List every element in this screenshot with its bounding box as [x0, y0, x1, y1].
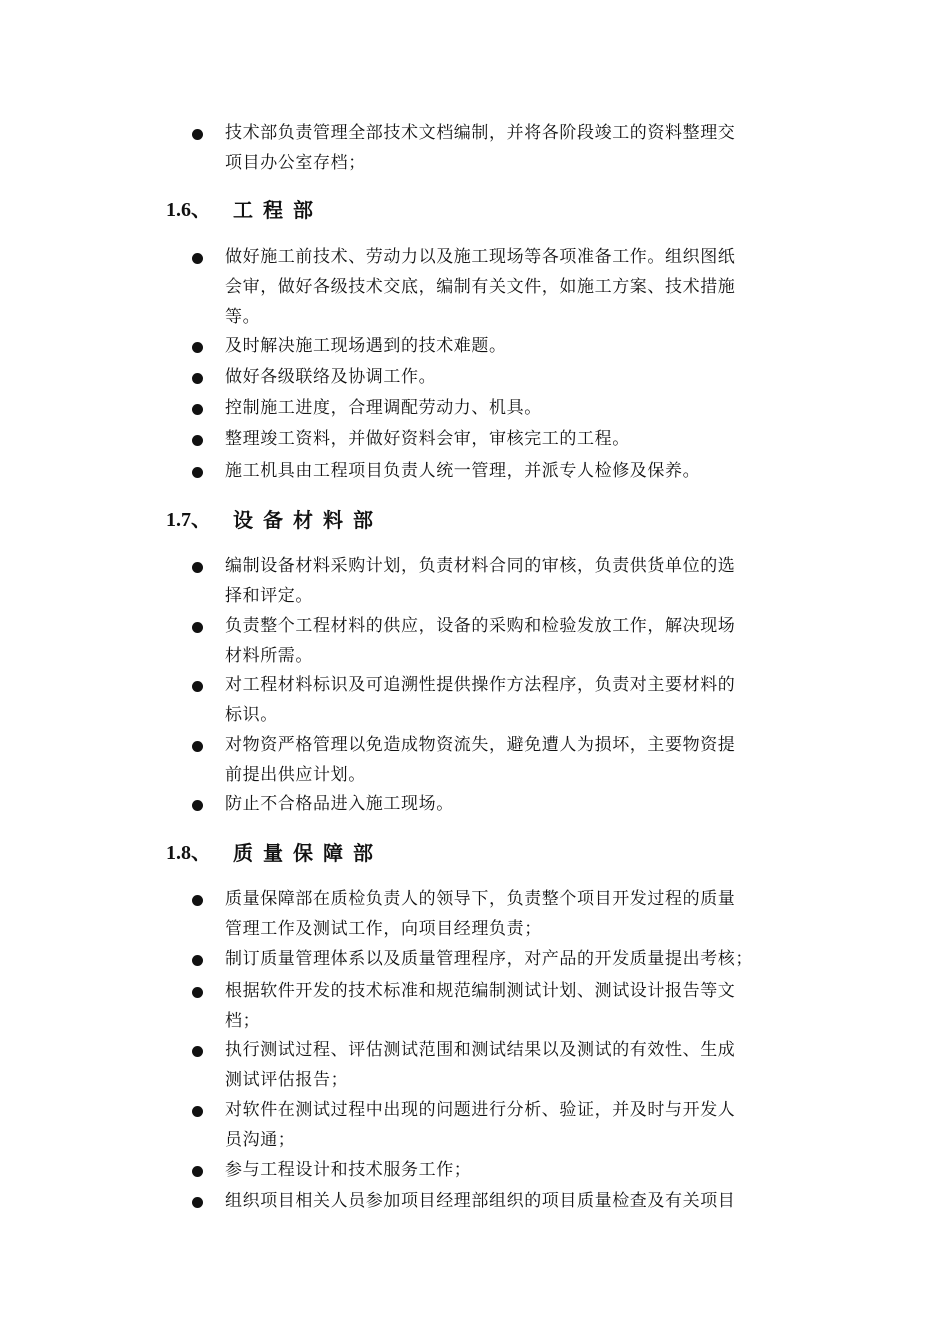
bullet-dot-icon: [192, 681, 203, 692]
list-item-line: 制订质量管理体系以及质量管理程序，对产品的开发质量提出考核；: [225, 949, 753, 969]
bullet-dot-icon: [192, 435, 203, 446]
list-item-line: 技术部负责管理全部技术文档编制，并将各阶段竣工的资料整理交: [225, 123, 736, 143]
bullet-dot-icon: [192, 253, 203, 264]
list-item-line: 档；: [225, 1011, 261, 1031]
list-item-line: 对工程材料标识及可追溯性提供操作方法程序，负责对主要材料的: [225, 675, 736, 695]
list-item-line: 择和评定。: [225, 586, 313, 606]
bullet-dot-icon: [192, 467, 203, 478]
bullet-dot-icon: [192, 800, 203, 811]
list-item-line: 做好施工前技术、劳动力以及施工现场等各项准备工作。组织图纸: [225, 247, 736, 267]
bullet-dot-icon: [192, 129, 203, 140]
list-item-line: 施工机具由工程项目负责人统一管理，并派专人检修及保养。: [225, 461, 701, 481]
bullet-dot-icon: [192, 955, 203, 966]
section-title: 设备材料部: [233, 508, 383, 532]
section-heading: [0, 835, 950, 871]
bullet-dot-icon: [192, 373, 203, 384]
list-item-line: 质量保障部在质检负责人的领导下，负责整个项目开发过程的质量: [225, 889, 736, 909]
list-item-line: 对物资严格管理以免造成物资流失，避免遭人为损坏，主要物资提: [225, 735, 736, 755]
section-title: 质量保障部: [233, 841, 383, 865]
bullet-dot-icon: [192, 622, 203, 633]
list-item-line: 前提出供应计划。: [225, 765, 366, 785]
list-item-line: 组织项目相关人员参加项目经理部组织的项目质量检查及有关项目: [225, 1191, 736, 1211]
list-item-line: 项目办公室存档；: [225, 153, 366, 173]
list-item-line: 材料所需。: [225, 646, 313, 666]
list-item-line: 会审，做好各级技术交底，编制有关文件，如施工方案、技术措施: [225, 277, 736, 297]
list-item-line: 控制施工进度，合理调配劳动力、机具。: [225, 398, 542, 418]
bullet-dot-icon: [192, 987, 203, 998]
list-item-line: 对软件在测试过程中出现的问题进行分析、验证，并及时与开发人: [225, 1100, 736, 1120]
section-heading: [0, 192, 950, 228]
list-item-line: 做好各级联络及协调工作。: [225, 367, 437, 387]
bullet-dot-icon: [192, 1106, 203, 1117]
bullet-dot-icon: [192, 1046, 203, 1057]
list-item-line: 及时解决施工现场遇到的技术难题。: [225, 336, 507, 356]
section-heading: [0, 502, 950, 538]
list-item-line: 根据软件开发的技术标准和规范编制测试计划、测试设计报告等文: [225, 981, 736, 1001]
bullet-dot-icon: [192, 895, 203, 906]
bullet-dot-icon: [192, 562, 203, 573]
list-item-line: 参与工程设计和技术服务工作；: [225, 1160, 472, 1180]
list-item-line: 防止不合格品进入施工现场。: [225, 794, 454, 814]
section-number: 1.6、: [166, 199, 211, 221]
section-title: 工程部: [233, 198, 323, 222]
list-item-line: 负责整个工程材料的供应，设备的采购和检验发放工作，解决现场: [225, 616, 736, 636]
bullet-dot-icon: [192, 342, 203, 353]
list-item-line: 管理工作及测试工作，向项目经理负责；: [225, 919, 542, 939]
bullet-dot-icon: [192, 741, 203, 752]
list-item-line: 整理竣工资料，并做好资料会审，审核完工的工程。: [225, 429, 630, 449]
bullet-dot-icon: [192, 404, 203, 415]
list-item-line: 测试评估报告；: [225, 1070, 349, 1090]
section-number: 1.7、: [166, 509, 211, 531]
bullet-dot-icon: [192, 1166, 203, 1177]
list-item-line: 员沟通；: [225, 1130, 296, 1150]
list-item-line: 编制设备材料采购计划，负责材料合同的审核，负责供货单位的选: [225, 556, 736, 576]
list-item-line: 标识。: [225, 705, 278, 725]
list-item-line: 执行测试过程、评估测试范围和测试结果以及测试的有效性、生成: [225, 1040, 736, 1060]
bullet-dot-icon: [192, 1197, 203, 1208]
section-number: 1.8、: [166, 842, 211, 864]
list-item-line: 等。: [225, 307, 261, 327]
